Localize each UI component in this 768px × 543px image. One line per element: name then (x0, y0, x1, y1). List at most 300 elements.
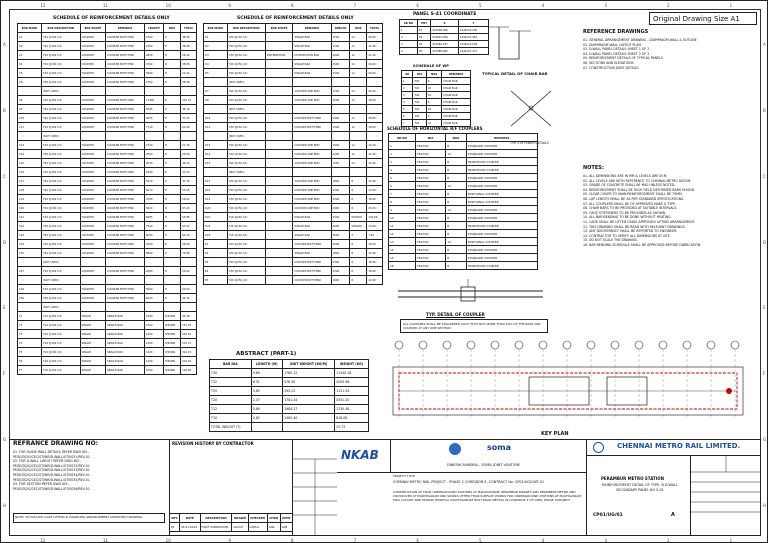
schedule-row (18, 114, 197, 123)
table-cell: 38.08 (181, 60, 197, 69)
table-cell: 249.43 (181, 330, 197, 339)
table-cell (265, 195, 293, 204)
table-cell: 8 (350, 249, 367, 258)
table-cell: 7940 (144, 222, 163, 231)
table-cell: T40 (210, 369, 252, 378)
coord-row (400, 41, 489, 48)
table-cell: T40 @150 C/C (227, 114, 265, 123)
table-cell: 36.24 (181, 159, 197, 168)
table-cell (265, 123, 293, 132)
table-cell: 4 (400, 48, 418, 55)
table-cell: 4595 (144, 105, 163, 114)
ruler-label: 6 (416, 3, 419, 8)
table-cell: C1 (18, 33, 42, 42)
table-cell (204, 132, 228, 141)
column-header: X (431, 20, 459, 27)
table-cell: 107.72 (181, 96, 197, 105)
table-cell: D23 (204, 231, 228, 240)
coord-row (400, 27, 489, 34)
ruler-label: H (3, 503, 7, 509)
table-cell: STANDARD COUPLER (466, 174, 537, 182)
column-header: LENGTH (M) (251, 360, 282, 369)
key-plan-label: KEY PLAN (541, 431, 569, 437)
table-cell (106, 87, 145, 96)
table-cell: C21 (18, 213, 42, 222)
column-header: REMARKS (466, 134, 537, 142)
table-cell: 18.40 (367, 195, 383, 204)
table-cell: T40 @150 C/C (42, 159, 81, 168)
table-cell: COUPLER (80, 42, 106, 51)
table-cell: COUPLER (80, 213, 106, 222)
table-cell: COUPLER BOTH END (106, 204, 145, 213)
coupler-row (389, 206, 538, 214)
table-cell: COUPLER (80, 33, 106, 42)
schedule-row (18, 249, 197, 258)
table-cell: T40 @150 C/C (227, 276, 265, 285)
ruler-label: 5 (479, 3, 482, 8)
table-cell: 4655 (144, 114, 163, 123)
note-item: 14. CONTRACTOR TO VERIFY ALL DIMENSIONS AT SITE. (583, 233, 671, 238)
ruler-label: E (3, 305, 6, 311)
table-cell: 578.30 (283, 378, 335, 387)
table-cell: CHAIR BAR (442, 99, 471, 106)
table-cell: 6 (389, 182, 416, 190)
chair-bar-drawing (479, 19, 559, 79)
table-cell: 1781.44 (283, 396, 335, 405)
table-cell: E4 (204, 267, 228, 276)
table-cell: 21.76 (181, 141, 197, 150)
abstract-row (210, 414, 369, 423)
table-cell: T40 @150 C/C (42, 231, 81, 240)
table-cell: 44.28 (181, 312, 197, 321)
table-cell: 4530 (144, 159, 163, 168)
table-cell: 56.64 (181, 195, 197, 204)
coupler-detail-label: TYP. DETAIL OF COUPLER (426, 312, 485, 317)
table-cell: COUPLER BOTH END (106, 42, 145, 51)
table-cell: T40 @150 C/C (227, 150, 265, 159)
abstract-row (210, 396, 369, 405)
table-cell (181, 87, 197, 96)
table-cell: TRANSITION COUPLER (466, 158, 537, 166)
table-cell (106, 303, 145, 312)
table-cell: T40 @150 C/C (42, 267, 81, 276)
table-cell: 413091.508 (431, 34, 459, 41)
ruler-label: 2 (667, 3, 670, 8)
table-cell (265, 141, 293, 150)
table-cell: 12 (446, 238, 466, 246)
dc-logo-icon (449, 443, 461, 455)
table-cell: 8 (163, 150, 180, 159)
table-cell (265, 168, 293, 177)
table-cell: COUPLER BOTH END (106, 213, 145, 222)
table-cell: T40/T20 (415, 174, 445, 182)
table-cell: C20 (18, 204, 42, 213)
table-cell: 14 (389, 246, 416, 254)
table-cell: 8 (446, 166, 466, 174)
table-cell (265, 159, 293, 168)
table-cell: T2 (18, 321, 42, 330)
table-cell (181, 258, 197, 267)
table-cell: T3 (18, 330, 42, 339)
table-cell: T16 @150 C/C (42, 321, 81, 330)
table-cell: T40 @150 C/C (42, 96, 81, 105)
wp-row (402, 99, 471, 106)
table-cell: T40 @150 C/C (42, 51, 81, 60)
drawing-size-box (649, 12, 757, 25)
table-cell: 1449112.048 (458, 41, 488, 48)
table-cell: 1700 (331, 87, 350, 96)
table-cell: T40 @150 C/C (227, 177, 265, 186)
table-cell: T16 @150 C/C (42, 348, 81, 357)
ruler-label: 3 (604, 538, 607, 543)
table-cell: STANDARD COUPLER (466, 214, 537, 222)
table-cell: 8 (163, 69, 180, 78)
table-cell: 5 (402, 106, 413, 113)
schedule-row (18, 195, 197, 204)
table-cell: 2500 (331, 33, 350, 42)
table-cell: E1 (204, 240, 228, 249)
schedule-row (18, 177, 197, 186)
table-cell (265, 96, 293, 105)
table-cell: 8 (446, 198, 466, 206)
table-cell (265, 186, 293, 195)
table-cell: SHOWN (163, 366, 180, 375)
table-cell: 5000 (144, 285, 163, 294)
table-cell: C8 (18, 96, 42, 105)
table-cell: 14.40 (367, 249, 383, 258)
drawing-title: REINFORCEMENT DETAIL OF TYPE- B D-WALL SECONDARY PANEL NO S-41 (602, 483, 678, 492)
table-cell: 130.66 (367, 213, 383, 222)
table-cell (265, 276, 293, 285)
table-cell: 8 (350, 204, 367, 213)
table-cell: 1462.40 (283, 414, 335, 423)
table-cell: 8860 (144, 249, 163, 258)
table-cell (106, 132, 145, 141)
table-cell: 12 (350, 33, 367, 42)
table-cell: 70.88 (181, 249, 197, 258)
table-cell: 2600 (331, 51, 350, 60)
table-cell: TRANSITION COUPLER (466, 262, 537, 270)
grid-marker (683, 341, 691, 349)
schedule-row (204, 132, 383, 141)
column-header: REV (170, 514, 180, 523)
table-cell: SINGLE (80, 357, 106, 366)
table-cell: STANDARD COUPLER (466, 182, 537, 190)
table-cell: T40 @150 C/C (42, 141, 81, 150)
table-cell: 7 (402, 120, 413, 127)
abstract-row (210, 378, 369, 387)
table-cell: COUPLER (80, 231, 106, 240)
schedule-row (18, 267, 197, 276)
schedule-row (18, 366, 197, 375)
table-cell: 38.08 (181, 42, 197, 51)
table-cell: 4 (389, 166, 416, 174)
header-row (210, 360, 369, 369)
table-cell: T40 @150 C/C (227, 195, 265, 204)
table-cell: COUPLER ONE END (293, 96, 331, 105)
table-cell: 5940 (144, 168, 163, 177)
table-cell: 4800 (144, 51, 163, 60)
schedule-row (204, 150, 383, 159)
table-cell (367, 168, 383, 177)
ref-drawing-item: 03. FOR SECTION REFER DWG NO:- (13, 482, 70, 487)
table-cell: COUPLER BOTH END (106, 123, 145, 132)
ruler-label: 11 (103, 3, 109, 8)
stiffener-label: TYP. STIFFENER DETAILS (510, 141, 549, 145)
table-cell: 2600 (331, 222, 350, 231)
table-cell: T40/T20 (415, 158, 445, 166)
note-item: 13. ANY DISCREPANCY SHALL BE REPORTED TO ENGINEER. (583, 229, 678, 234)
table-cell: T40/T20 (415, 142, 445, 150)
ref-drawing-item: PEGE/D/2G/CEC/ST/WR/D-WALL/GT/0032/REV-01 (13, 463, 90, 468)
table-cell: COUPLER BOTH END (293, 258, 331, 267)
drawing-number: CP01/UG/01 (593, 513, 623, 518)
table-cell: 0.89 (251, 405, 282, 414)
ruler-label: D (3, 239, 7, 245)
table-cell: 8 (163, 168, 180, 177)
grid-marker (539, 341, 547, 349)
table-cell: T40/T20 (415, 198, 445, 206)
schedule-row (204, 258, 383, 267)
table-cell: C6 (18, 78, 42, 87)
table-cell (80, 258, 106, 267)
table-cell: COUPLER BOTH END (106, 150, 145, 159)
table-cell: 818.08 (335, 414, 369, 423)
table-cell: 4760 (144, 42, 163, 51)
table-cell: 6.31 (251, 378, 282, 387)
table-cell: T40 @150 C/C (227, 249, 265, 258)
table-cell: 1449127.963 (458, 34, 488, 41)
table-cell: COUPLER (80, 249, 106, 258)
table-cell: 8 (446, 222, 466, 230)
table-cell: 2500 (144, 150, 163, 159)
revision-table (169, 513, 293, 532)
table-cell: 8 (163, 33, 180, 42)
column-header: BAR DESCRIPTION (227, 24, 265, 33)
table-cell: C17 (18, 177, 42, 186)
table-cell: (NOT USED) (42, 258, 81, 267)
column-header: REMARKS (293, 24, 331, 33)
ruler-label: 9 (228, 538, 231, 543)
header-row (400, 20, 489, 27)
schedule-row (204, 276, 383, 285)
table-cell: T40 @150 C/C (42, 78, 81, 87)
table-cell: SINGLE BAR (106, 348, 145, 357)
table-cell: T40 @150 C/C (227, 123, 265, 132)
table-cell: 1449107.371 (458, 48, 488, 55)
table-cell (265, 177, 293, 186)
notes-list (583, 174, 755, 248)
table-cell: 1 (400, 27, 418, 34)
table-cell: 8 (350, 267, 367, 276)
column-header: NOS (426, 71, 441, 78)
table-cell (163, 258, 180, 267)
table-cell: (NOT USED) (42, 87, 81, 96)
table-cell: D8 (204, 96, 228, 105)
table-cell: COUPLER BOTH END (106, 60, 145, 69)
table-cell: T12 (210, 405, 252, 414)
table-cell: COUPLER BOTH END (106, 195, 145, 204)
table-cell: COUPLER (80, 51, 106, 60)
reference-title: REFERENCE DRAWINGS (583, 29, 649, 35)
ruler-label: B (3, 107, 6, 113)
column-header: PNT (418, 20, 431, 27)
table-cell: T40 @150 C/C (42, 42, 81, 51)
table-cell: T40 @150 C/C (227, 51, 265, 60)
table-cell: 56.00 (181, 240, 197, 249)
table-cell: COUPLER BOTH END (106, 249, 145, 258)
grid-marker (587, 341, 595, 349)
column-header: BAR SHAPE (265, 24, 293, 33)
table-cell: 10 (426, 85, 441, 92)
reference-list (583, 38, 755, 70)
table-cell: 0.62 (251, 414, 282, 423)
table-cell: C13 (18, 141, 42, 150)
table-cell: 1600 (331, 141, 350, 150)
schedule-row (204, 141, 383, 150)
schedule-row (204, 69, 383, 78)
table-cell: 8 (446, 174, 466, 182)
table-cell: 13.80 (367, 222, 383, 231)
table-cell: 8 (446, 158, 466, 166)
table-cell: 1131.34 (335, 387, 369, 396)
table-cell: SINGLE (80, 321, 106, 330)
table-cell (265, 33, 293, 42)
column-header: BAR MARK (204, 24, 228, 33)
table-cell: 8 (163, 96, 180, 105)
table-cell: COUPLER ONE END (293, 195, 331, 204)
table-cell: COUPLER (80, 294, 106, 303)
table-cell: T40 @150 C/C (42, 294, 81, 303)
column-header: SR NO (389, 134, 416, 142)
table-cell: 8 (446, 246, 466, 254)
table-cell: 6220 (144, 294, 163, 303)
table-cell: POSITIONAL COUPLER (466, 198, 537, 206)
table-cell (80, 132, 106, 141)
table-cell: T10 (210, 414, 252, 423)
drawing-size-label: Original Drawing Size A1 (653, 15, 740, 23)
table-cell: T32 (210, 378, 252, 387)
table-cell: C25 (18, 249, 42, 258)
column-header: APPR (280, 514, 292, 523)
table-cell: 14.40 (367, 150, 383, 159)
note-item: 07. ALL COUPLERS SHALL BE OF APPROVED MAKE & TYPE. (583, 201, 677, 206)
table-cell: T16 @150 C/C (42, 357, 81, 366)
table-cell: COUPLER BOTH END (293, 276, 331, 285)
table-cell (18, 132, 42, 141)
ruler-label: 1 (729, 3, 733, 8)
station-name: PERAMBUR METRO STATION (601, 476, 664, 481)
table-cell: 10 (389, 214, 416, 222)
table-cell: CHAIR BAR (442, 113, 471, 120)
table-cell: D4 (204, 60, 228, 69)
table-cell: CHAIR BAR (442, 78, 471, 85)
table-cell: 413098.306 (431, 27, 459, 34)
table-cell: 151.79 (181, 321, 197, 330)
drawing-info-box (587, 456, 691, 536)
wp-row (402, 113, 471, 120)
table-cell: 1200 (331, 42, 350, 51)
table-cell (80, 303, 106, 312)
schedule-row (18, 132, 197, 141)
schedule-left-table (17, 23, 197, 375)
schedule-row (204, 123, 383, 132)
schedule-row (18, 213, 197, 222)
table-cell (367, 132, 383, 141)
table-cell: D13 (204, 141, 228, 150)
table-cell: COUPLER (80, 168, 106, 177)
note-item: 11. CAGE SHALL BE LIFTED USING APPROVED LIFTING ARRANGEMENT. (583, 219, 696, 224)
table-cell: COUPLER (80, 78, 106, 87)
table-cell: 12 (426, 120, 441, 127)
table-cell (181, 276, 197, 285)
table-cell: SINGLE BAR (106, 321, 145, 330)
abstract-row (210, 369, 369, 378)
table-cell: COUPLER (80, 177, 106, 186)
panel-coord-table (399, 19, 489, 55)
table-cell: COUPLER BOTH END (106, 168, 145, 177)
table-cell: T40 @150 C/C (42, 195, 81, 204)
ruler-label: 4 (541, 3, 545, 8)
table-cell: 4301.20 (335, 396, 369, 405)
table-cell: 8 (163, 213, 180, 222)
table-cell: 8 (163, 177, 180, 186)
table-cell: 7 (389, 190, 416, 198)
schedule-row (18, 159, 197, 168)
table-cell: C19 (18, 195, 42, 204)
table-cell: AKASH (232, 523, 248, 532)
table-cell: SINGLE BAR (293, 231, 331, 240)
wp-schedule-title: SCHEDULE OF WP (413, 64, 449, 68)
table-cell: 55.88 (181, 213, 197, 222)
table-cell: 23.73 (335, 423, 369, 432)
grid-marker (419, 341, 427, 349)
table-cell (265, 150, 293, 159)
table-cell: SINGLE (80, 366, 106, 375)
table-cell: C10 (18, 114, 42, 123)
table-cell: SINGLE BAR (293, 69, 331, 78)
table-cell: 2500 (331, 60, 350, 69)
grid-marker (467, 341, 475, 349)
table-cell: COUPLER BOTH END (106, 186, 145, 195)
table-cell: 4760 (144, 60, 163, 69)
header-row (389, 134, 538, 142)
table-cell: T40 @150 C/C (42, 240, 81, 249)
table-cell: 8 (163, 78, 180, 87)
table-cell: P3 (418, 41, 431, 48)
table-cell: C23 (18, 231, 42, 240)
table-cell: COUPLER BOTH END (293, 267, 331, 276)
table-cell (144, 132, 163, 141)
reference-item: 06. SECTIONS AND ELEVATIONS (583, 60, 634, 65)
table-cell: 1260 (144, 348, 163, 357)
notes-title: NOTES: (583, 165, 604, 171)
schedule-row (18, 231, 197, 240)
table-cell: COUPLER BOTH END (106, 159, 145, 168)
table-cell (265, 132, 293, 141)
table-cell (265, 69, 293, 78)
table-cell: 8 (350, 258, 367, 267)
table-cell: STANDARD COUPLER (466, 142, 537, 150)
table-cell: 63.52 (181, 222, 197, 231)
table-cell (18, 276, 42, 285)
table-cell: D19 (204, 195, 228, 204)
table-cell: SHOWN (163, 321, 180, 330)
table-cell: D22 (204, 222, 228, 231)
table-cell (293, 78, 331, 87)
table-cell: COUPLER BOTH END (106, 177, 145, 186)
schedule-row (204, 159, 383, 168)
